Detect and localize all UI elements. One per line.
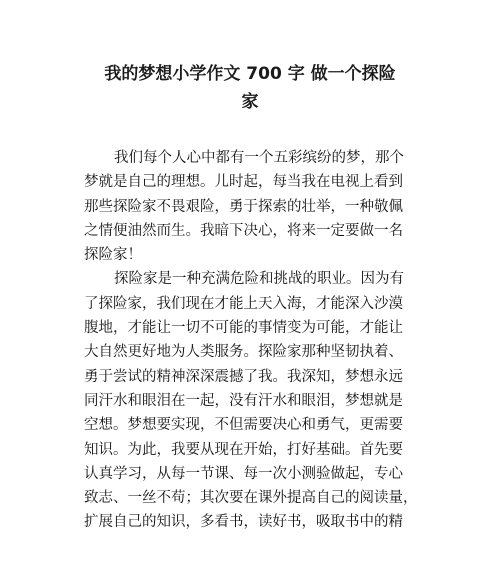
paragraph-2-line: 认真学习，从每一节课、每一次小测验做起，专心 xyxy=(84,465,403,482)
paragraph-2-line: 致志、一丝不苟；其次要在课外提高自己的阅读量， xyxy=(84,490,418,507)
paragraph-1-line: 我们每个人心中都有一个五彩缤纷的梦，那个 xyxy=(114,150,404,166)
paragraph-2-line: 了探险家，我们现在才能上天入海，才能深入沙漠 xyxy=(84,295,403,312)
paragraph-2-line: 同汗水和眼泪在一起，没有汗水和眼泪，梦想就是 xyxy=(84,392,403,409)
title-line-2: 家 xyxy=(241,92,259,112)
paragraph-2-line: 扩展自己的知识，多看书，读好书，吸取书中的精 xyxy=(84,514,403,531)
paragraph-1 xyxy=(84,146,424,267)
paragraph-1-line: 梦就是自己的理想。儿时起，每当我在电视上看到 xyxy=(84,174,403,191)
essay-body xyxy=(84,146,424,535)
paragraph-2-line: 探险家是一种充满危险和挑战的职业。因为有 xyxy=(114,271,404,288)
paragraph-1-line: 之情便油然而生。我暗下决心，将来一定要做一名 xyxy=(84,222,403,239)
paragraph-2-line: 勇于尝试的精神深深震撼了我。我深知，梦想永远 xyxy=(84,368,403,385)
paragraph-2-line: 知识。为此，我要从现在开始，打好基础。首先要 xyxy=(84,441,403,458)
title-line-1: 我的梦想小学作文 700 字 做一个探险 xyxy=(104,64,396,84)
paragraph-2-line: 空想。梦想要实现，不但需要决心和勇气，更需要 xyxy=(84,417,403,434)
paragraph-2 xyxy=(84,267,424,534)
paragraph-2-line: 大自然更好地为人类服务。探险家那种坚韧执着、 xyxy=(84,344,403,361)
paragraph-1-line: 那些探险家不畏艰险，勇于探索的壮举，一种敬佩 xyxy=(84,198,403,215)
document-title xyxy=(60,60,440,116)
paragraph-1-line: 探险家！ xyxy=(84,247,142,264)
paragraph-2-line: 腹地，才能让一切不可能的事情变为可能，才能让 xyxy=(84,320,403,337)
